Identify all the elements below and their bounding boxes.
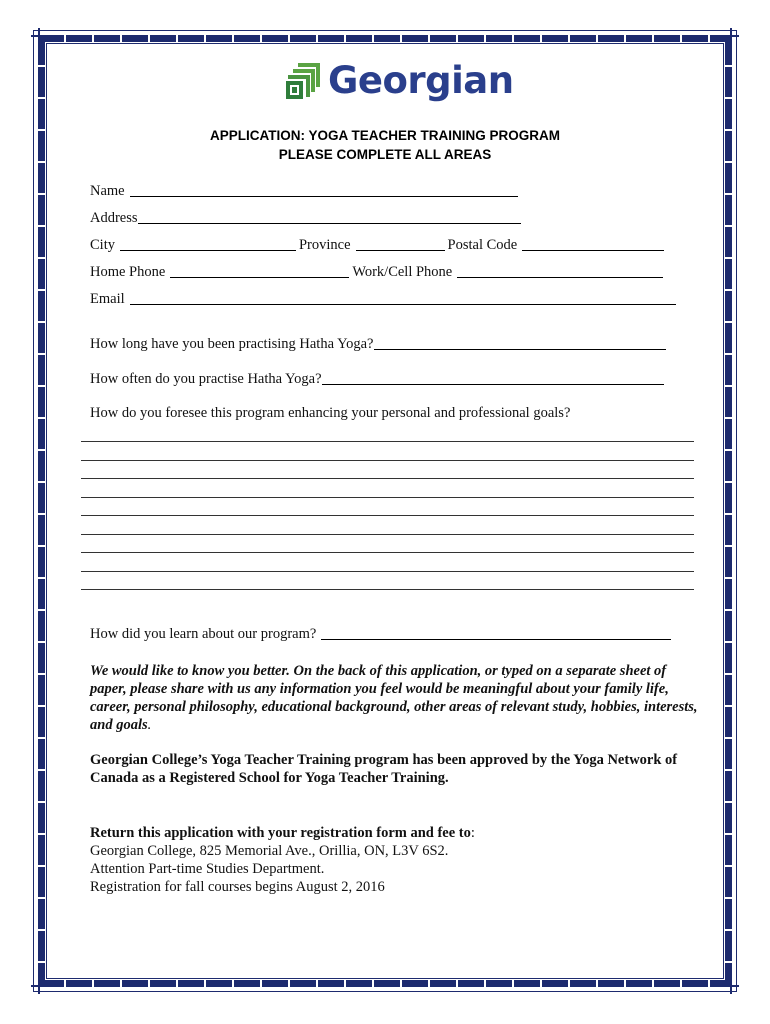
postal-code-line[interactable] (522, 236, 664, 251)
answer-line[interactable] (81, 441, 694, 442)
learn-question[interactable] (90, 625, 674, 643)
goals-label: How do you foresee this program enhancing your personal and professional goals? (90, 405, 571, 421)
work-phone-label: Work/Cell Phone (352, 264, 453, 280)
name-line[interactable] (130, 182, 518, 197)
form-title: APPLICATION: YOGA TEACHER TRAINING PROGRAM (209, 128, 560, 143)
frequency-label: How often do you practise Hatha Yoga? (90, 371, 322, 387)
know-you-end: . (147, 717, 152, 733)
form-subtitle: PLEASE COMPLETE ALL AREAS (278, 147, 492, 162)
answer-line[interactable] (81, 571, 694, 572)
corner-ornament-top-left (31, 28, 47, 44)
practising-question[interactable] (90, 335, 669, 353)
email-label: Email (90, 291, 125, 307)
corner-ornament-bottom-left (31, 978, 47, 994)
answer-line[interactable] (81, 460, 694, 461)
home-phone-label: Home Phone (90, 264, 166, 280)
corner-ornament-top-right (723, 28, 739, 44)
logo-wordmark: Georgian (328, 58, 514, 102)
return-heading-colon: : (470, 825, 475, 841)
approval-paragraph: Georgian College’s Yoga Teacher Training program has been approved by the Yoga Network of Canada as a Registered School for Yoga Teacher Training. (90, 752, 678, 786)
registration-date: Registration for fall courses begins August 2, 2016 (90, 879, 385, 895)
goals-question (90, 405, 570, 422)
return-heading-text: Return this application with your registration form and fee to (90, 825, 471, 841)
return-address: Georgian College, 825 Memorial Ave., Orillia, ON, L3V 6S2. (90, 843, 449, 859)
return-heading (90, 824, 700, 842)
address-field[interactable] (90, 209, 524, 227)
logo-mark-icon (284, 59, 322, 101)
email-line[interactable] (130, 290, 676, 305)
georgian-logo (284, 54, 514, 106)
corner-ornament-bottom-right (723, 978, 739, 994)
answer-line[interactable] (81, 589, 694, 590)
home-phone-line[interactable] (170, 263, 349, 278)
answer-line[interactable] (81, 552, 694, 553)
province-label: Province (298, 237, 351, 253)
page-border-bottom (38, 980, 732, 987)
know-you-paragraph (90, 662, 700, 734)
learn-line[interactable] (321, 625, 671, 640)
work-phone-line[interactable] (457, 263, 663, 278)
city-field[interactable] (90, 236, 667, 254)
city-line[interactable] (120, 236, 296, 251)
practising-line[interactable] (374, 335, 666, 350)
name-field[interactable] (90, 182, 521, 200)
name-label: Name (90, 183, 125, 199)
address-label: Address (90, 210, 138, 226)
return-attention: Attention Part-time Studies Department. (90, 861, 325, 877)
answer-line[interactable] (81, 515, 694, 516)
city-label: City (90, 237, 115, 253)
email-field[interactable] (90, 290, 679, 308)
answer-line[interactable] (81, 497, 694, 498)
page-border-right (725, 35, 732, 987)
practising-label: How long have you been practising Hatha Yoga? (90, 336, 374, 352)
page-border-top (38, 35, 732, 42)
province-line[interactable] (356, 236, 445, 251)
learn-label: How did you learn about our program? (90, 626, 317, 642)
answer-line[interactable] (81, 534, 694, 535)
postal-code-label: Postal Code (447, 237, 518, 253)
phone-field[interactable] (90, 263, 666, 281)
address-line[interactable] (138, 209, 521, 224)
know-you-text: We would like to know you better. On the back of this application, or typed on a separate sheet of paper, please share with us any information you feel would be meaningful about your family life, career, personal philosophy, educational background, other areas of relevant study, hobbies, interests, and goals (90, 663, 698, 733)
page-border-left (38, 35, 45, 987)
frequency-line[interactable] (322, 370, 664, 385)
answer-line[interactable] (81, 478, 694, 479)
frequency-question[interactable] (90, 370, 667, 388)
